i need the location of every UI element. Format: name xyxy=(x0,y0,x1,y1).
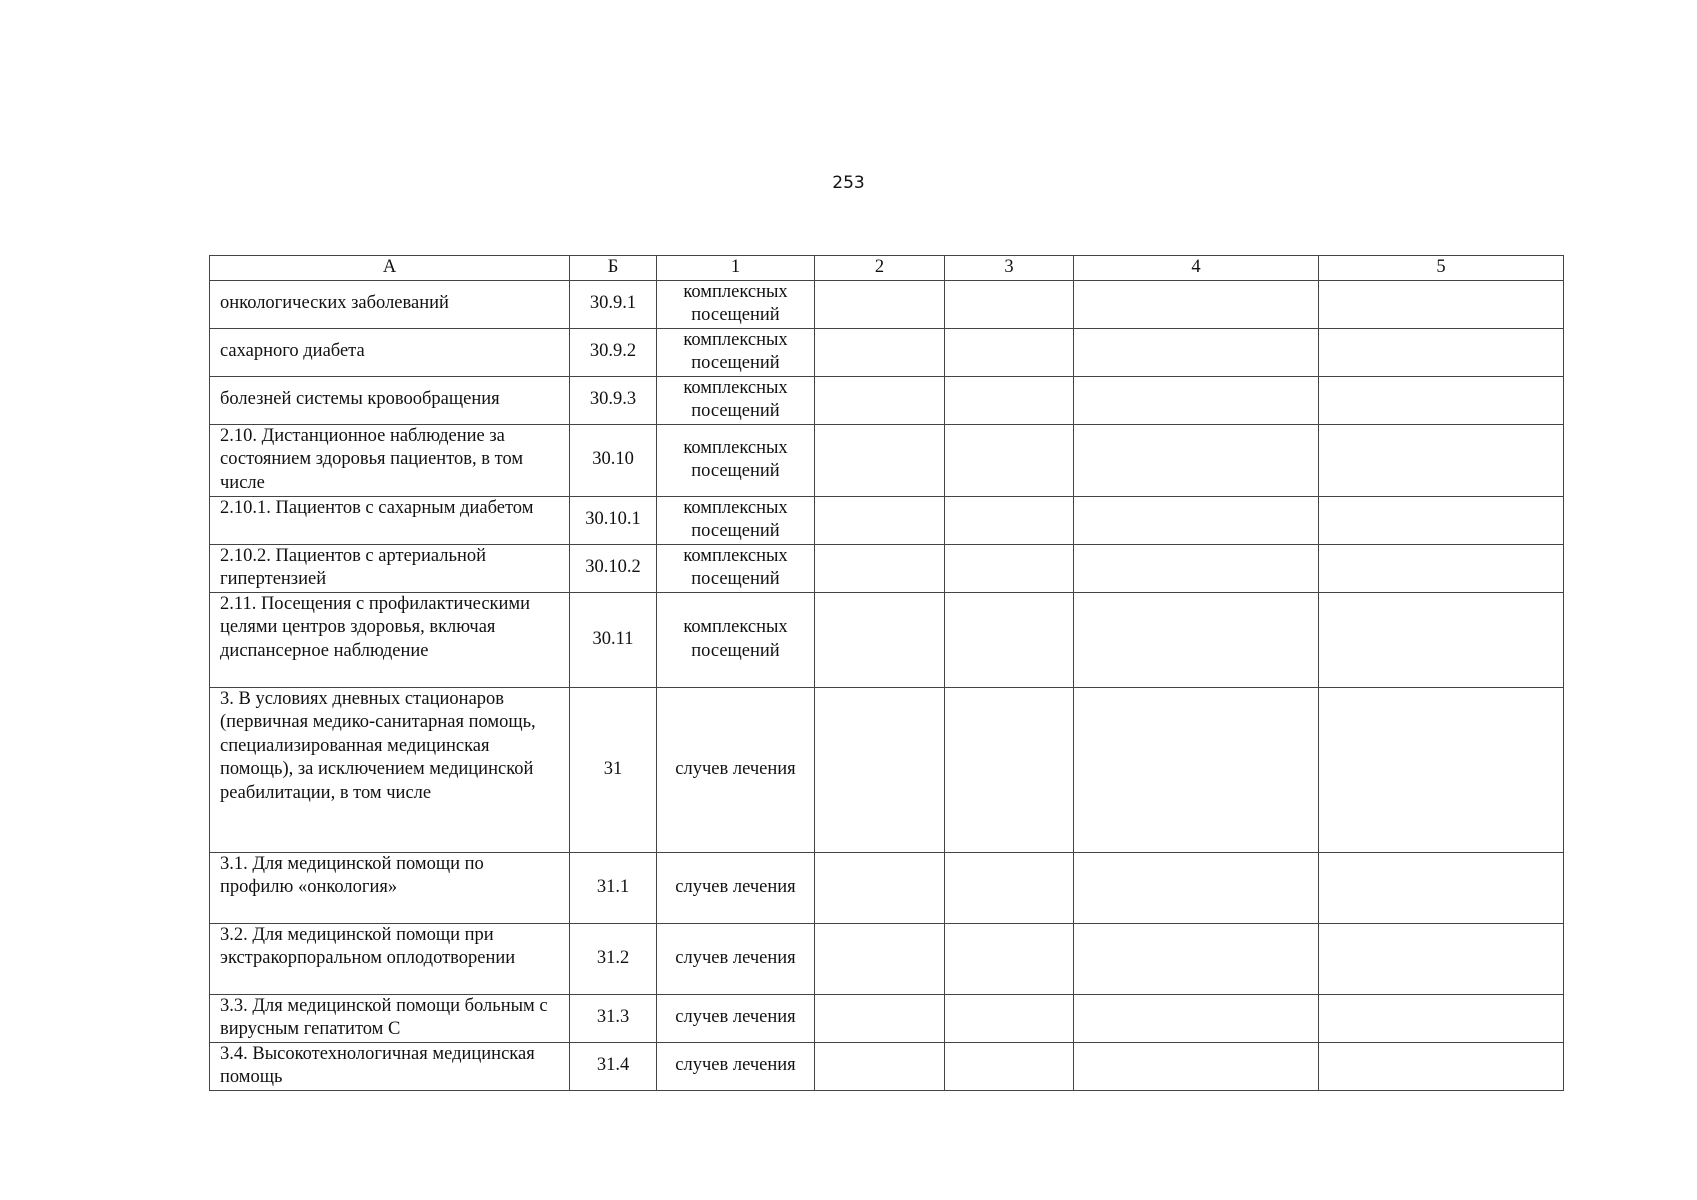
row-value-cell-2 xyxy=(815,376,945,424)
row-code-cell: 31 xyxy=(570,687,657,852)
row-value-cell-2 xyxy=(815,923,945,994)
header-cell-2: 2 xyxy=(815,256,945,281)
row-name-cell: болезней системы кровообращения xyxy=(210,376,570,424)
row-value-cell-3 xyxy=(945,496,1074,544)
row-unit-cell: комплексных посещений xyxy=(657,592,815,687)
row-value-cell-3 xyxy=(945,923,1074,994)
row-value-cell-3 xyxy=(945,852,1074,923)
row-code-cell: 30.9.1 xyxy=(570,280,657,328)
row-code-cell: 31.4 xyxy=(570,1042,657,1090)
row-value-cell-4 xyxy=(1074,592,1319,687)
row-value-cell-4 xyxy=(1074,544,1319,592)
row-unit-cell: комплексных посещений xyxy=(657,280,815,328)
row-name-cell: 3. В условиях дневных стационаров (первичная медико-санитарная помощь, специализированная медицинская помощь), за исключением медицинской реабилитации, в том числе xyxy=(210,687,570,852)
row-value-cell-2 xyxy=(815,687,945,852)
row-value-cell-4 xyxy=(1074,994,1319,1042)
row-value-cell-2 xyxy=(815,544,945,592)
table-row xyxy=(210,424,1564,496)
row-value-cell-4 xyxy=(1074,280,1319,328)
row-unit-cell: комплексных посещений xyxy=(657,544,815,592)
row-code-cell: 30.11 xyxy=(570,592,657,687)
table-header-row xyxy=(210,256,1564,281)
header-cell-4: 4 xyxy=(1074,256,1319,281)
row-unit-cell: комплексных посещений xyxy=(657,376,815,424)
row-value-cell-5 xyxy=(1319,424,1564,496)
row-value-cell-4 xyxy=(1074,923,1319,994)
row-unit-cell: комплексных посещений xyxy=(657,328,815,376)
row-value-cell-5 xyxy=(1319,280,1564,328)
table-row xyxy=(210,376,1564,424)
row-name-cell: 2.10.1. Пациентов с сахарным диабетом xyxy=(210,496,570,544)
row-value-cell-2 xyxy=(815,280,945,328)
table-row xyxy=(210,1042,1564,1090)
row-value-cell-3 xyxy=(945,1042,1074,1090)
row-value-cell-3 xyxy=(945,376,1074,424)
table-row xyxy=(210,496,1564,544)
row-value-cell-2 xyxy=(815,994,945,1042)
row-name-cell: 3.2. Для медицинской помощи при экстракорпоральном оплодотворении xyxy=(210,923,570,994)
row-value-cell-5 xyxy=(1319,1042,1564,1090)
row-value-cell-5 xyxy=(1319,328,1564,376)
table-row xyxy=(210,687,1564,852)
row-value-cell-3 xyxy=(945,687,1074,852)
row-code-cell: 30.9.3 xyxy=(570,376,657,424)
header-cell-3: 3 xyxy=(945,256,1074,281)
row-value-cell-4 xyxy=(1074,424,1319,496)
row-name-cell: 2.10.2. Пациентов с артериальной гипертензией xyxy=(210,544,570,592)
table-row xyxy=(210,592,1564,687)
row-name-cell: сахарного диабета xyxy=(210,328,570,376)
table-row xyxy=(210,994,1564,1042)
row-value-cell-4 xyxy=(1074,1042,1319,1090)
row-value-cell-4 xyxy=(1074,496,1319,544)
row-unit-cell: комплексных посещений xyxy=(657,496,815,544)
row-code-cell: 30.10 xyxy=(570,424,657,496)
header-cell-5: 5 xyxy=(1319,256,1564,281)
row-value-cell-3 xyxy=(945,328,1074,376)
row-value-cell-2 xyxy=(815,852,945,923)
page-number: 253 xyxy=(832,173,865,193)
header-cell-b: Б xyxy=(570,256,657,281)
header-cell-a: А xyxy=(210,256,570,281)
table-row xyxy=(210,923,1564,994)
header-cell-1: 1 xyxy=(657,256,815,281)
row-unit-cell: случев лечения xyxy=(657,852,815,923)
row-name-cell: 3.4. Высокотехнологичная медицинская помощь xyxy=(210,1042,570,1090)
row-unit-cell: случев лечения xyxy=(657,923,815,994)
data-table xyxy=(209,255,1564,1091)
table-row xyxy=(210,280,1564,328)
row-value-cell-2 xyxy=(815,1042,945,1090)
table-row xyxy=(210,544,1564,592)
row-value-cell-2 xyxy=(815,424,945,496)
row-value-cell-5 xyxy=(1319,376,1564,424)
row-value-cell-5 xyxy=(1319,923,1564,994)
row-unit-cell: случев лечения xyxy=(657,994,815,1042)
row-value-cell-5 xyxy=(1319,994,1564,1042)
row-name-cell: онкологических заболеваний xyxy=(210,280,570,328)
row-code-cell: 31.1 xyxy=(570,852,657,923)
row-code-cell: 30.10.1 xyxy=(570,496,657,544)
row-value-cell-2 xyxy=(815,592,945,687)
row-value-cell-3 xyxy=(945,544,1074,592)
row-value-cell-3 xyxy=(945,994,1074,1042)
row-value-cell-5 xyxy=(1319,496,1564,544)
row-value-cell-5 xyxy=(1319,687,1564,852)
row-value-cell-2 xyxy=(815,328,945,376)
row-value-cell-4 xyxy=(1074,687,1319,852)
row-value-cell-3 xyxy=(945,424,1074,496)
row-value-cell-4 xyxy=(1074,376,1319,424)
table-row xyxy=(210,328,1564,376)
row-name-cell: 3.1. Для медицинской помощи по профилю «онкология» xyxy=(210,852,570,923)
row-name-cell: 3.3. Для медицинской помощи больным с вирусным гепатитом С xyxy=(210,994,570,1042)
row-name-cell: 2.10. Дистанционное наблюдение за состоянием здоровья пациентов, в том числе xyxy=(210,424,570,496)
row-unit-cell: комплексных посещений xyxy=(657,424,815,496)
table-row xyxy=(210,852,1564,923)
row-code-cell: 31.3 xyxy=(570,994,657,1042)
row-unit-cell: случев лечения xyxy=(657,1042,815,1090)
row-unit-cell: случев лечения xyxy=(657,687,815,852)
row-name-cell: 2.11. Посещения с профилактическими целями центров здоровья, включая диспансерное наблюдение xyxy=(210,592,570,687)
row-value-cell-5 xyxy=(1319,592,1564,687)
row-code-cell: 31.2 xyxy=(570,923,657,994)
row-value-cell-5 xyxy=(1319,544,1564,592)
row-value-cell-2 xyxy=(815,496,945,544)
row-value-cell-5 xyxy=(1319,852,1564,923)
row-value-cell-3 xyxy=(945,280,1074,328)
row-value-cell-3 xyxy=(945,592,1074,687)
row-value-cell-4 xyxy=(1074,328,1319,376)
row-value-cell-4 xyxy=(1074,852,1319,923)
row-code-cell: 30.9.2 xyxy=(570,328,657,376)
row-code-cell: 30.10.2 xyxy=(570,544,657,592)
